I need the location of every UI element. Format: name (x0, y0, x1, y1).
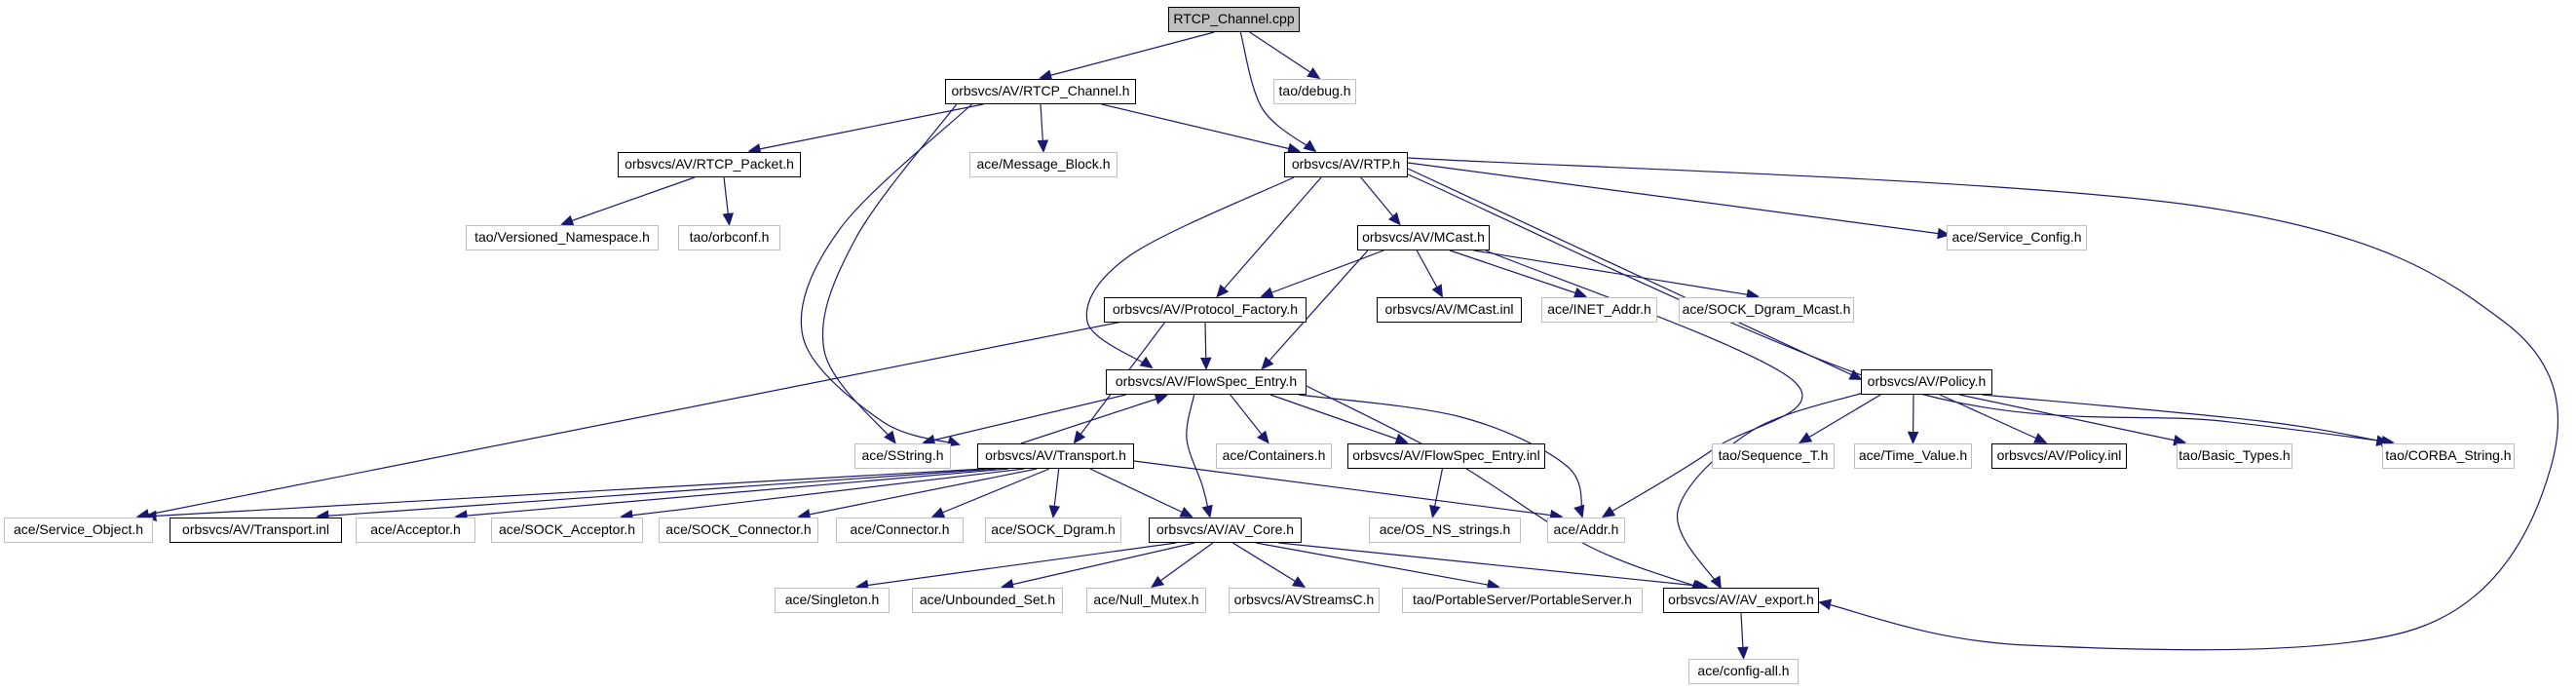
graph-edge-av-core-h-to-unbounded-set-h (1003, 543, 1194, 587)
graph-edge-transport-h-to-connector-h (933, 469, 1050, 517)
graph-node-containers-h[interactable]: ace/Containers.h (1216, 443, 1332, 469)
graph-node-sstring-h[interactable]: ace/SString.h (854, 443, 951, 469)
graph-edge-rtcp-channel-h-to-message-block-h (1041, 104, 1043, 151)
graph-node-flowspec-entry-inl[interactable]: orbsvcs/AV/FlowSpec_Entry.inl (1347, 443, 1545, 469)
graph-node-null-mutex-h[interactable]: ace/Null_Mutex.h (1086, 588, 1206, 613)
graph-node-rtp-h[interactable]: orbsvcs/AV/RTP.h (1284, 152, 1408, 177)
graph-edge-flowspec-entry-inl-to-os-ns-strings-h (1433, 469, 1443, 517)
graph-node-sock-connector-h[interactable]: ace/SOCK_Connector.h (659, 518, 818, 543)
graph-node-avstreamsc-h[interactable]: orbsvcs/AVStreamsC.h (1229, 588, 1380, 613)
graph-edge-root-to-rtcp-channel-h (1041, 32, 1214, 78)
graph-node-unbounded-set-h[interactable]: ace/Unbounded_Set.h (912, 588, 1063, 613)
graph-edge-root-to-debug-h (1250, 32, 1319, 78)
graph-edge-av-export-h-to-config-all-h (1741, 613, 1744, 658)
graph-node-av-export-h[interactable]: orbsvcs/AV/AV_export.h (1663, 588, 1819, 613)
graph-node-policy-inl[interactable]: orbsvcs/AV/Policy.inl (1991, 443, 2127, 469)
graph-edge-av-core-h-to-singleton-h (857, 543, 1176, 587)
graph-node-transport-h[interactable]: orbsvcs/AV/Transport.h (977, 443, 1134, 469)
graph-node-basic-types-h[interactable]: tao/Basic_Types.h (2177, 443, 2292, 469)
graph-node-service-config-h[interactable]: ace/Service_Config.h (1947, 225, 2087, 250)
graph-node-orbconf-h[interactable]: tao/orbconf.h (678, 225, 780, 250)
graph-edge-mcast-h-to-protocol-factory-h (1262, 250, 1383, 296)
graph-edge-rtp-h-to-mcast-h (1361, 177, 1400, 224)
graph-node-policy-h[interactable]: orbsvcs/AV/Policy.h (1861, 369, 1992, 395)
graph-node-versioned-namespace-h[interactable]: tao/Versioned_Namespace.h (466, 225, 659, 250)
graph-edge-transport-h-to-sock-connector-h (799, 469, 1037, 517)
graph-node-rtcp-packet-h[interactable]: orbsvcs/AV/RTCP_Packet.h (618, 152, 801, 177)
graph-edge-flowspec-entry-h-to-containers-h (1231, 395, 1269, 442)
graph-edge-transport-h-to-transport-inl (318, 469, 996, 517)
graph-edge-rtcp-channel-h-to-transport-h (801, 104, 971, 444)
graph-edge-policy-h-to-sequence-t-h (1800, 395, 1881, 442)
graph-node-av-core-h[interactable]: orbsvcs/AV/AV_Core.h (1149, 518, 1302, 543)
graph-edge-transport-h-to-av-core-h (1090, 469, 1192, 517)
graph-edge-transport-h-to-sock-dgram-h (1053, 469, 1059, 517)
graph-edge-transport-h-to-service-object-h (145, 469, 985, 517)
graph-edge-flowspec-entry-h-to-av-core-h (1187, 395, 1210, 517)
graph-edge-transport-h-to-acceptor-h (456, 469, 1008, 517)
graph-edge-protocol-factory-h-to-service-object-h (138, 322, 1122, 517)
graph-node-debug-h[interactable]: tao/debug.h (1273, 79, 1356, 104)
graph-node-portableserver-h[interactable]: tao/PortableServer/PortableServer.h (1402, 588, 1643, 613)
graph-node-sock-acceptor-h[interactable]: ace/SOCK_Acceptor.h (491, 518, 643, 543)
graph-edge-mcast-h-to-addr-h (1486, 250, 1802, 517)
graph-edge-av-core-h-to-av-export-h (1278, 543, 1706, 587)
graph-edge-mcast-h-to-mcast-inl (1417, 250, 1442, 296)
graph-node-os-ns-strings-h[interactable]: ace/OS_NS_strings.h (1369, 518, 1521, 543)
graph-node-flowspec-entry-h[interactable]: orbsvcs/AV/FlowSpec_Entry.h (1106, 369, 1307, 395)
graph-node-connector-h[interactable]: ace/Connector.h (836, 518, 964, 543)
graph-node-protocol-factory-h[interactable]: orbsvcs/AV/Protocol_Factory.h (1104, 297, 1307, 323)
graph-node-inet-addr-h[interactable]: ace/INET_Addr.h (1541, 297, 1657, 323)
graph-edge-rtcp-channel-h-to-rtp-h (1102, 104, 1300, 151)
graph-node-addr-h[interactable]: ace/Addr.h (1547, 518, 1625, 543)
graph-edge-rtcp-channel-h-to-sstring-h (822, 104, 956, 442)
graph-edge-av-core-h-to-null-mutex-h (1153, 543, 1213, 587)
graph-edge-protocol-factory-h-to-flowspec-entry-h (1205, 323, 1206, 368)
graph-node-mcast-h[interactable]: orbsvcs/AV/MCast.h (1357, 225, 1490, 250)
graph-edge-av-core-h-to-portableserver-h (1256, 543, 1498, 587)
graph-node-mcast-inl[interactable]: orbsvcs/AV/MCast.inl (1377, 297, 1522, 323)
graph-node-service-object-h[interactable]: ace/Service_Object.h (4, 518, 153, 543)
graph-node-sock-dgram-mcast-h[interactable]: ace/SOCK_Dgram_Mcast.h (1679, 297, 1854, 323)
graph-edge-rtp-h-to-service-config-h (1408, 163, 1949, 235)
graph-node-message-block-h[interactable]: ace/Message_Block.h (969, 152, 1118, 177)
graph-node-rtcp-channel-h[interactable]: orbsvcs/AV/RTCP_Channel.h (945, 79, 1136, 104)
graph-node-sock-dgram-h[interactable]: ace/SOCK_Dgram.h (985, 518, 1121, 543)
graph-node-config-all-h[interactable]: ace/config-all.h (1688, 659, 1799, 684)
graph-node-time-value-h[interactable]: ace/Time_Value.h (1854, 443, 1972, 469)
graph-edge-rtcp-packet-h-to-orbconf-h (724, 177, 729, 224)
graph-edge-transport-h-to-sock-acceptor-h (622, 469, 1024, 517)
graph-edge-rtcp-packet-h-to-versioned-namespace-h (562, 177, 695, 224)
graph-edge-rtp-h-to-flowspec-entry-h (1086, 177, 1294, 367)
graph-node-root: RTCP_Channel.cpp (1168, 7, 1300, 32)
graph-node-transport-inl[interactable]: orbsvcs/AV/Transport.inl (170, 518, 342, 543)
graph-node-acceptor-h[interactable]: ace/Acceptor.h (356, 518, 475, 543)
graph-node-corba-string-h[interactable]: tao/CORBA_String.h (2382, 443, 2515, 469)
graph-edge-rtcp-channel-h-to-rtcp-packet-h (749, 104, 983, 151)
graph-node-sequence-t-h[interactable]: tao/Sequence_T.h (1712, 443, 1835, 469)
graph-edge-rtp-h-to-protocol-factory-h (1217, 177, 1321, 296)
graph-node-singleton-h[interactable]: ace/Singleton.h (775, 588, 890, 613)
graph-edge-rtp-h-to-policy-h (1408, 169, 1861, 379)
graph-edge-flowspec-entry-h-to-av-export-h (1307, 386, 1703, 589)
graph-edge-policy-h-to-time-value-h (1913, 395, 1914, 442)
